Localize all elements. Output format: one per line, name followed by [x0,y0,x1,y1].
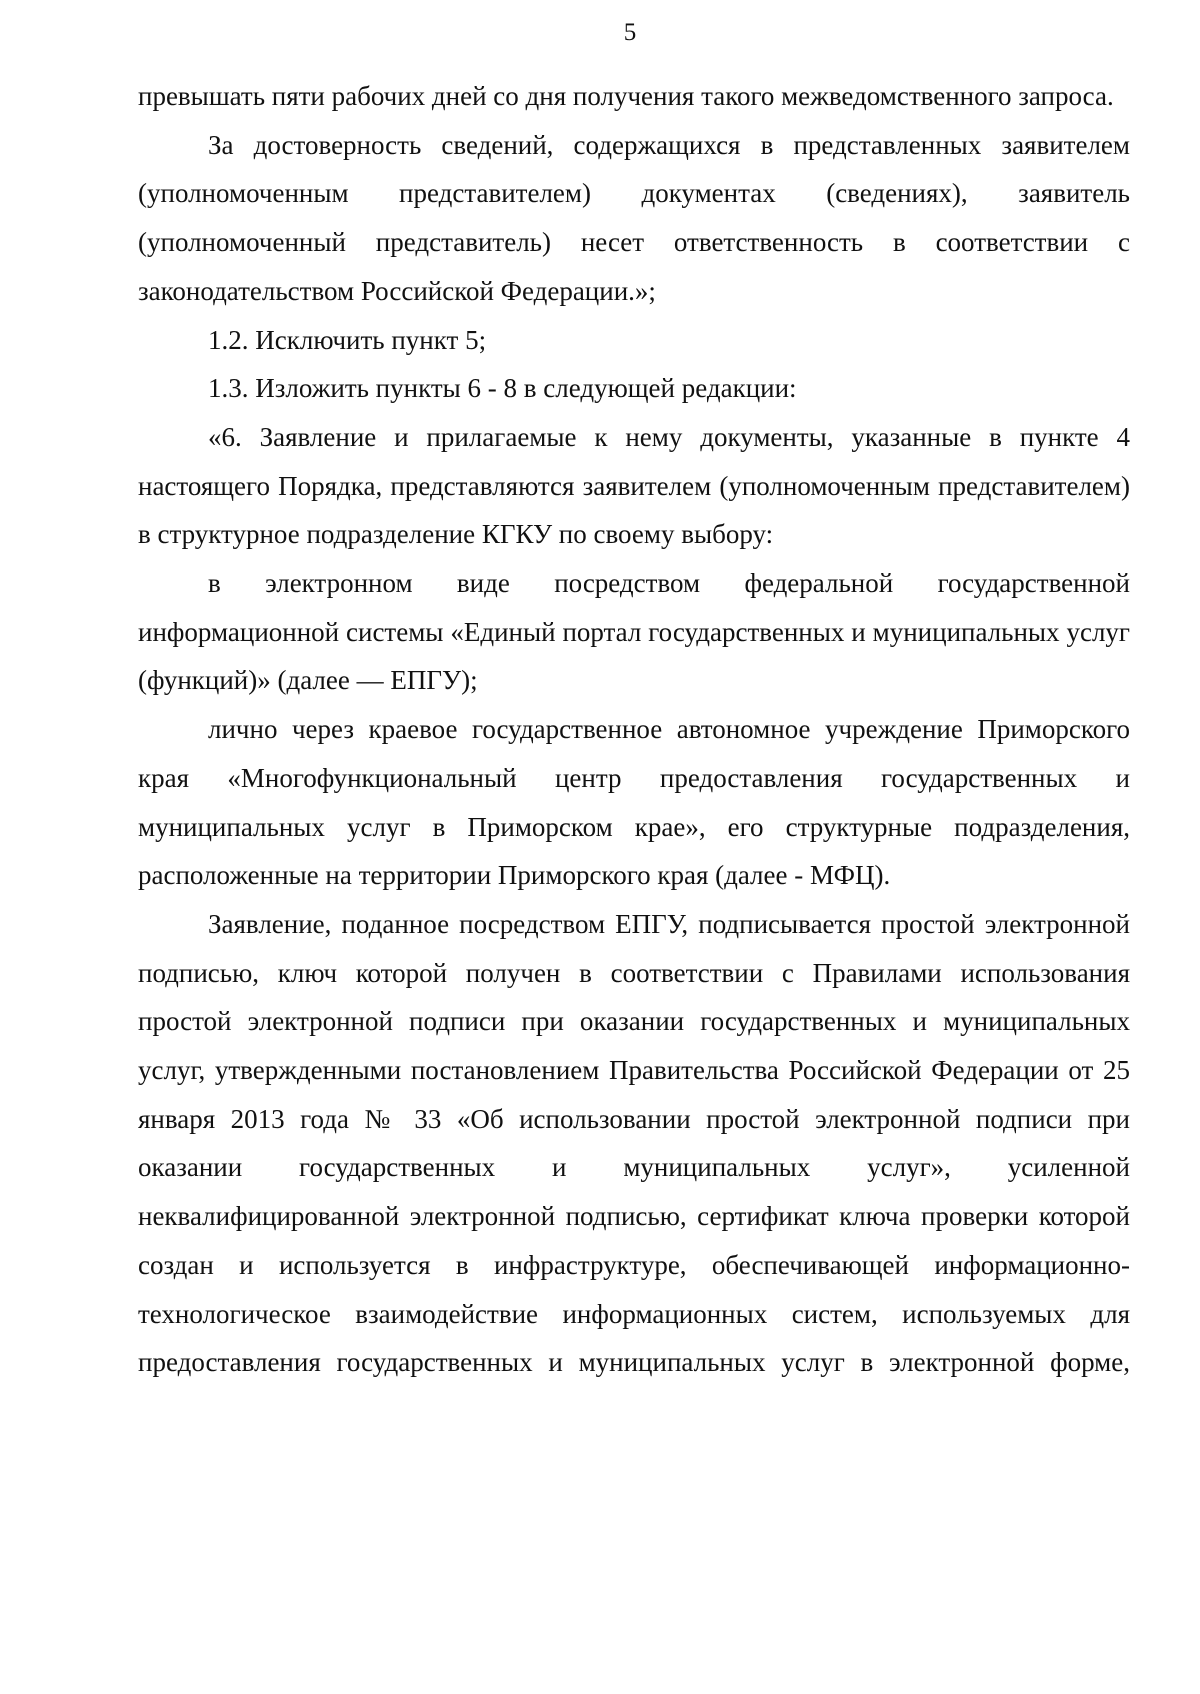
paragraph-electronic-submission: в электронном виде посредством федеральной государственной информационной системы «Единый портал государственных и муниципальных услуг (функций)» (далее — ЕПГУ); [138,568,1130,696]
paragraph-reliability: За достоверность сведений, содержащихся в представленных заявителем (уполномоченным представителем) документах (сведениях), заявитель (уполномоченный представитель) несет ответственность в соответствии с законодательством Российской Федерации.»; [138,129,1130,306]
page-number: 5 [623,19,637,46]
paragraph-item-1-3: 1.3. Изложить пункты 6 - 8 в следующей редакции: [208,373,797,404]
paragraph-point-6: «6. Заявление и прилагаемые к нему документы, указанные в пункте 4 настоящего Порядка, представляются заявителем (уполномоченным представителем) в структурное подразделение КГКУ по своему выбору: [138,421,1130,550]
paragraph-personal-submission: лично через краевое государственное автономное учреждение Приморского края «Многофункциональный центр предоставления государственных и муниципальных услуг в Приморском крае», его структурные подразделения, расположенные на территории Приморского края (далее - МФЦ). [138,714,1130,891]
document-body [138,72,1130,1387]
paragraph-electronic-signature: Заявление, поданное посредством ЕПГУ, подписывается простой электронной подписью, ключ которой получен в соответствии с Правилами использования простой электронной подписи при оказании государственных и муниципальных услуг, утвержденными постановлением Правительства Российской Федерации от 25 января 2013 года № 33 «Об использовании простой электронной подписи при оказании государственных и муниципальных услуг», усиленной неквалифицированной электронной подписью, сертификат ключа проверки которой создан и используется в инфраструктуре, обеспечивающей информационно-технологическое взаимодействие информационных систем, используемых для предоставления государственных и муниципальных услуг в электронной форме, [138,908,1130,1378]
paragraph-item-1-2: 1.2. Исключить пункт 5; [208,324,487,355]
paragraph-continuation: превышать пяти рабочих дней со дня получения такого межведомственного запроса. [138,81,1114,111]
